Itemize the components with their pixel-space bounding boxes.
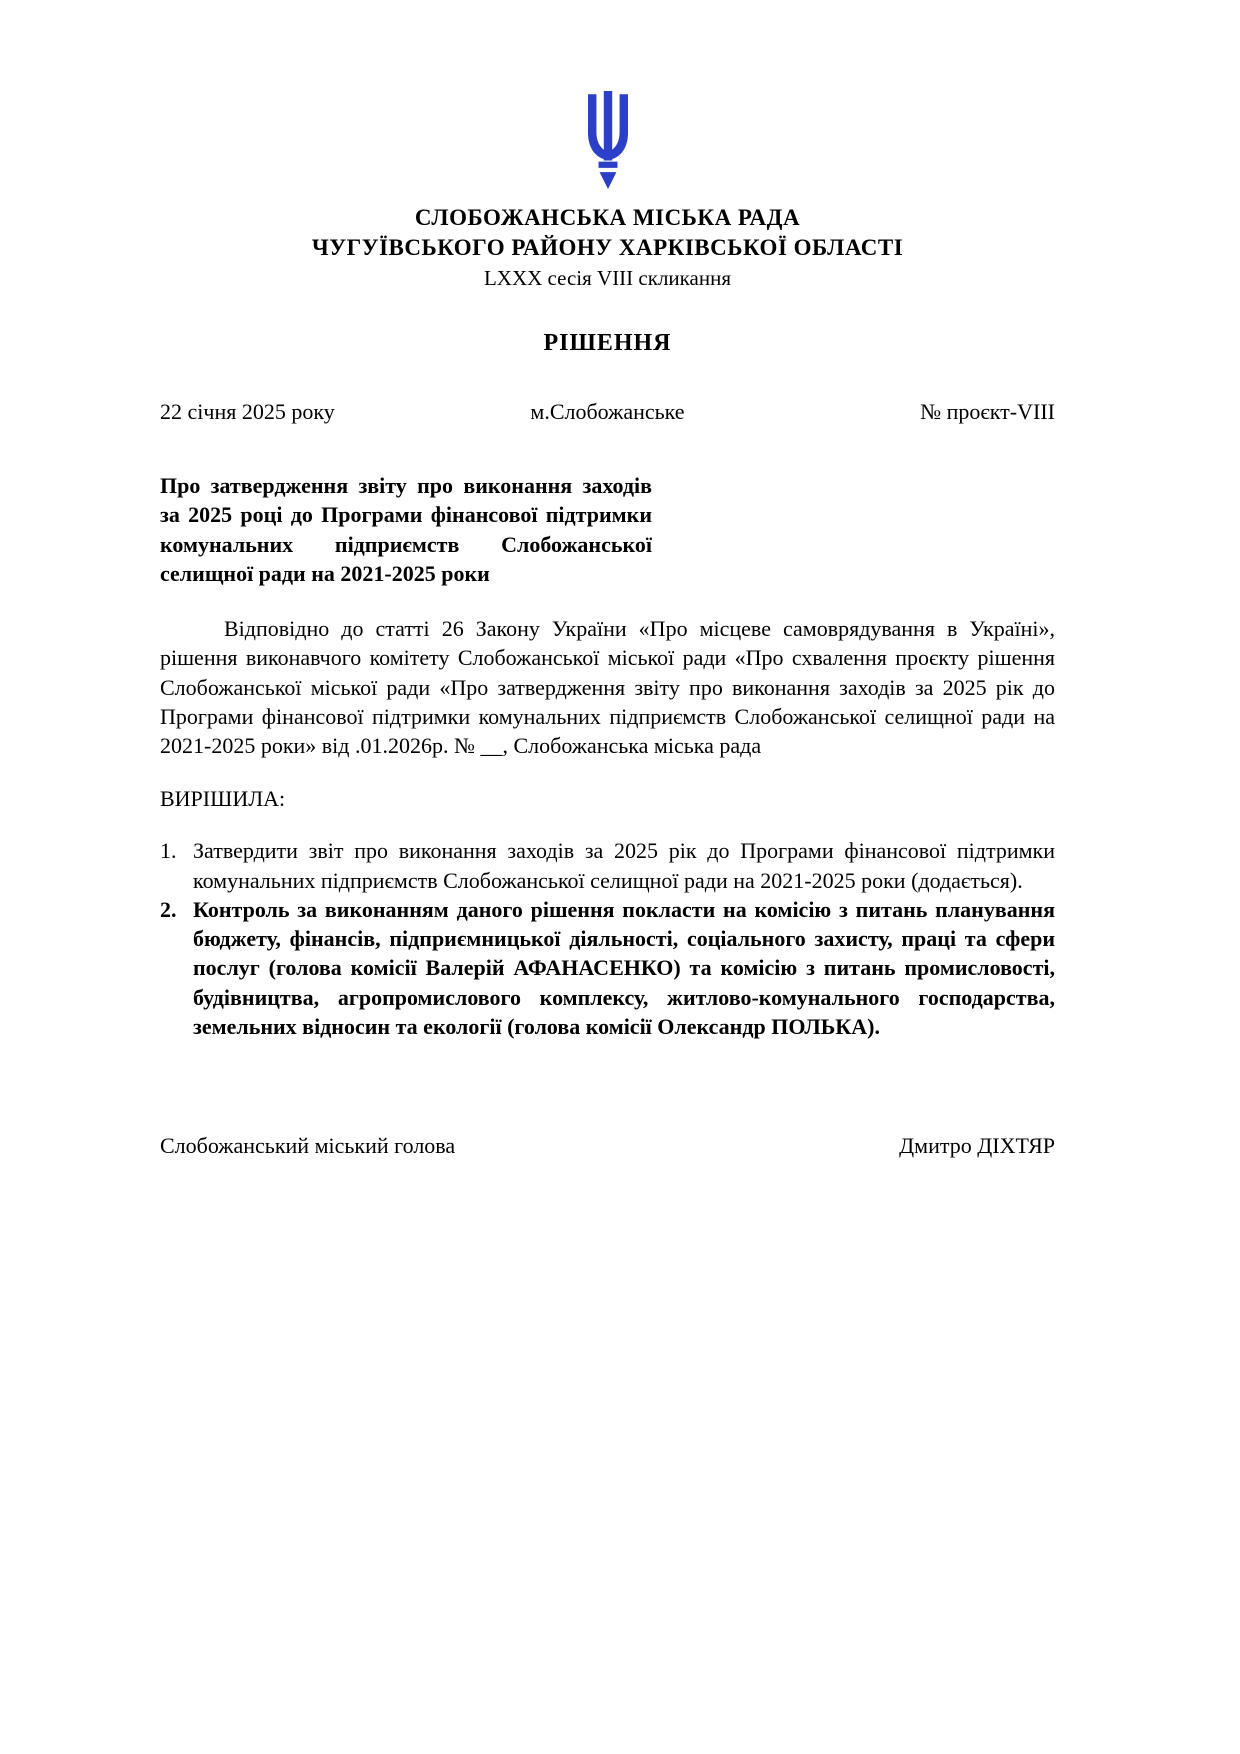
- resolution-items: [160, 836, 1055, 1041]
- resolution-item-1: [160, 836, 1055, 895]
- document-header: [160, 203, 1055, 292]
- document-place: м.Слобожанське: [530, 399, 685, 425]
- preamble-paragraph: Відповідно до статті 26 Закону України «Про місцеве самоврядування в Україні», рішення виконавчого комітету Слобожанської міської ради «Про схвалення проєкту рішення Слобожанської міської ради «Про затвердження звіту про виконання заходів за 2025 рік до Програми фінансової підтримки комунальних підприємств Слобожанської селищної ради на 2021-2025 роки» від .01.2026р. № __, Слобожанська міська рада: [160, 616, 1055, 759]
- item-text: Контроль за виконанням даного рішення покласти на комісію з питань планування бюджету, фінансів, підприємницької діяльності, соціального захисту, праці та сфери послуг (голова комісії Валерій АФАНАСЕНКО) та комісію з питань промисловості, будівництва, агропромислового комплексу, житлово-комунального господарства, земельних відносин та екології (голова комісії Олександр ПОЛЬКА).: [193, 896, 1055, 1039]
- document-date: 22 січня 2025 року: [160, 399, 335, 425]
- council-name: СЛОБОЖАНСЬКА МІСЬКА РАДА: [414, 205, 801, 230]
- signer-name: Дмитро ДІХТЯР: [899, 1133, 1055, 1159]
- signer-title: Слобожанський міський голова: [160, 1133, 456, 1159]
- resolution-item-2: [160, 895, 1055, 1041]
- document-number: № проєкт-VIII: [920, 399, 1055, 425]
- resolved-label: ВИРІШИЛА:: [160, 786, 286, 812]
- item-text: Затвердити звіт про виконання заходів за 2025 рік до Програми фінансової підтримки комунальних підприємств Слобожанської селищної ради на 2021-2025 роки (додається).: [193, 838, 1055, 893]
- meta-line: [160, 399, 1055, 427]
- document-type-title: РІШЕННЯ: [543, 330, 672, 357]
- emblem-container: [160, 90, 1055, 195]
- ukraine-trident-icon: [576, 177, 640, 194]
- document-subject: Про затвердження звіту про виконання заходів за 2025 році до Програми фінансової підтримки комунальних підприємств Слобожанської селищної ради на 2021-2025 роки: [160, 473, 652, 586]
- item-number: 1.: [160, 838, 177, 864]
- district-name: ЧУГУЇВСЬКОГО РАЙОНУ ХАРКІВСЬКОЇ ОБЛАСТІ: [311, 234, 904, 260]
- session-info: LXXX сесія VIII скликання: [483, 265, 732, 290]
- item-number: 2.: [160, 896, 177, 922]
- signature-block: [160, 1133, 1055, 1159]
